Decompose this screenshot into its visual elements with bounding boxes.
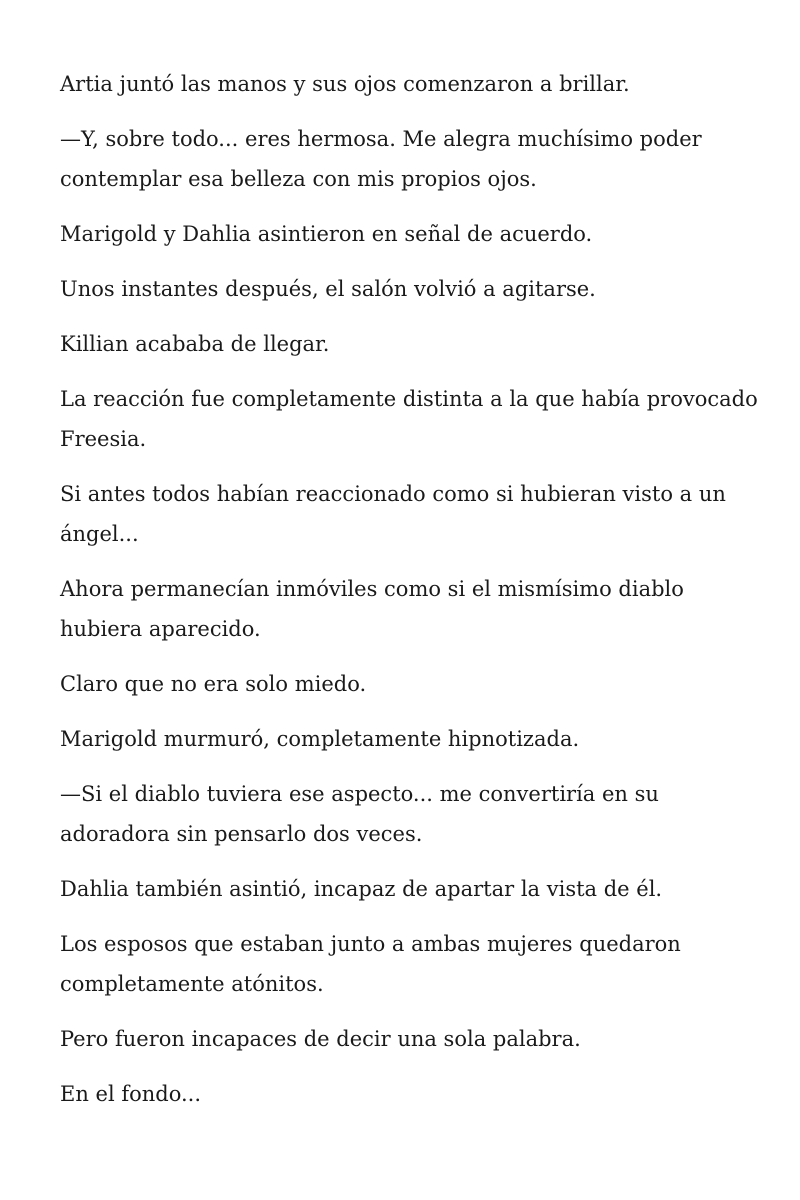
paragraph: Unos instantes después, el salón volvió a agitarse. [60, 277, 596, 301]
paragraph: Dahlia también asintió, incapaz de apartar la vista de él. [60, 877, 663, 901]
paragraph: Marigold y Dahlia asintieron en señal de acuerdo. [60, 222, 593, 246]
paragraph: —Y, sobre todo... eres hermosa. Me alegra muchísimo poder contemplar esa belleza con mis propios ojos. [60, 127, 702, 191]
paragraph: La reacción fue completamente distinta a la que había provocado Freesia. [60, 387, 758, 451]
paragraph: Claro que no era solo miedo. [60, 672, 367, 696]
paragraph: Artia juntó las manos y sus ojos comenzaron a brillar. [60, 72, 630, 96]
paragraph: Killian acababa de llegar. [60, 332, 330, 356]
paragraph: Marigold murmuró, completamente hipnotizada. [60, 727, 580, 751]
paragraph: Ahora permanecían inmóviles como si el mismísimo diablo hubiera aparecido. [60, 577, 684, 641]
paragraph: En el fondo... [60, 1082, 202, 1106]
paragraph: Si antes todos habían reaccionado como si hubieran visto a un ángel... [60, 482, 726, 546]
paragraph: —Si el diablo tuviera ese aspecto... me convertiría en su adoradora sin pensarlo dos veces. [60, 782, 659, 846]
document-body [60, 64, 760, 1129]
paragraph: Pero fueron incapaces de decir una sola palabra. [60, 1027, 581, 1051]
paragraph: Los esposos que estaban junto a ambas mujeres quedaron completamente atónitos. [60, 932, 681, 996]
